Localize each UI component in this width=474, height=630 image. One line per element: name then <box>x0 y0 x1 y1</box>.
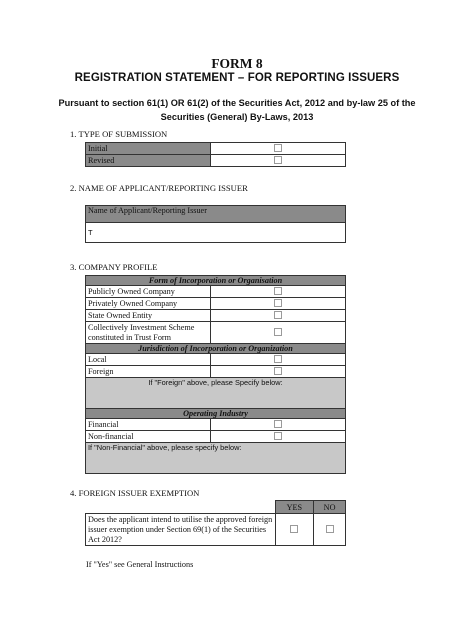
option-label: State Owned Entity <box>86 310 211 322</box>
section-1-heading: 1. TYPE OF SUBMISSION <box>70 129 168 139</box>
exemption-no-checkbox[interactable] <box>326 525 334 533</box>
yes-header: YES <box>275 501 314 514</box>
foreign-specify-field[interactable]: If "Foreign" above, please Specify below: <box>86 378 346 409</box>
incorporation-header: Form of Incorporation or Organisation <box>86 276 346 286</box>
form-subtitle: Pursuant to section 61(1) OR 61(2) of the Securities Act, 2012 and by-law 25 of the Securities (General) By-Laws, 2013 <box>58 98 416 122</box>
section-4-heading: 4. FOREIGN ISSUER EXEMPTION <box>70 488 200 498</box>
submission-type-table <box>85 142 346 167</box>
public-company-checkbox[interactable] <box>274 287 282 295</box>
non-financial-specify-field[interactable]: If "Non-Financial" above, please specify below: <box>86 443 346 474</box>
non-financial-checkbox[interactable] <box>274 432 282 440</box>
applicant-name-label: Name of Applicant/Reporting Issuer <box>86 206 346 223</box>
cis-trust-checkbox[interactable] <box>274 328 282 336</box>
table-row <box>86 143 346 155</box>
industry-header: Operating Industry <box>86 409 346 419</box>
company-profile-table <box>85 275 346 474</box>
applicant-name-table <box>85 205 346 243</box>
revised-checkbox[interactable] <box>274 156 282 164</box>
form-title: REGISTRATION STATEMENT – FOR REPORTING ISSUERS <box>74 72 400 84</box>
foreign-exemption-table <box>85 500 346 546</box>
exemption-question: Does the applicant intend to utilise the approved foreign issuer exemption under Section 69(1) of the Securities Act 2012? <box>86 514 276 546</box>
private-company-checkbox[interactable] <box>274 299 282 307</box>
option-label: Initial <box>86 143 211 155</box>
applicant-name-field[interactable]: T <box>86 223 346 243</box>
option-label: Privately Owned Company <box>86 298 211 310</box>
option-label: Financial <box>86 419 211 431</box>
option-label: Local <box>86 354 211 366</box>
exemption-yes-checkbox[interactable] <box>290 525 298 533</box>
section-2-heading: 2. NAME OF APPLICANT/REPORTING ISSUER <box>70 183 248 193</box>
option-label: Publicly Owned Company <box>86 286 211 298</box>
jurisdiction-header: Jurisdiction of Incorporation or Organization <box>86 344 346 354</box>
option-label: Non-financial <box>86 431 211 443</box>
option-label: Revised <box>86 155 211 167</box>
no-header: NO <box>314 501 346 514</box>
initial-checkbox[interactable] <box>274 144 282 152</box>
state-entity-checkbox[interactable] <box>274 311 282 319</box>
financial-checkbox[interactable] <box>274 420 282 428</box>
section-3-heading: 3. COMPANY PROFILE <box>70 262 158 272</box>
table-row <box>86 155 346 167</box>
form-number: FORM 8 <box>211 56 263 71</box>
option-label: Collectively Investment Scheme constituted in Trust Form <box>86 322 211 344</box>
option-label: Foreign <box>86 366 211 378</box>
general-instructions-note: If "Yes" see General Instructions <box>86 560 194 569</box>
foreign-checkbox[interactable] <box>274 367 282 375</box>
local-checkbox[interactable] <box>274 355 282 363</box>
